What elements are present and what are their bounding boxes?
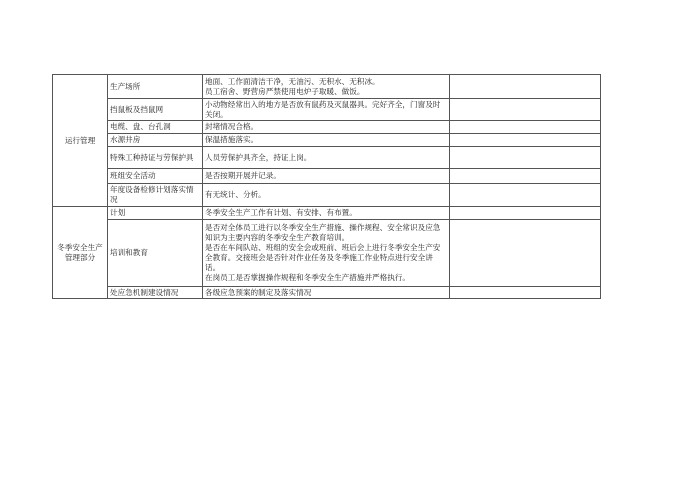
desc-line: 地面、工作面清洁干净，无油污、无积水、无积冰。 <box>205 76 380 86</box>
desc-cell: 封堵情况合格。 <box>203 121 450 134</box>
desc-line: 是否在车间队站、班组的安全会或班前、班后会上进行冬季安全生产安全教育。交接班会是否针对作业任务及冬季施工作业特点进行安全讲话。 <box>205 243 441 272</box>
item-cell: 生产场所 <box>108 75 203 99</box>
section-label: 冬季安全生产管理部分 <box>53 207 108 299</box>
inspection-table <box>52 74 601 299</box>
table-row <box>53 75 601 99</box>
item-cell: 水源井房 <box>108 134 203 147</box>
desc-cell: 是否按期开展并记录。 <box>203 169 450 184</box>
item-cell: 电缆、盘、台孔洞 <box>108 121 203 134</box>
blank-cell <box>450 99 601 121</box>
table-row <box>53 184 601 207</box>
blank-cell <box>450 207 601 220</box>
desc-line: 员工宿舍、野营房严禁使用电炉子取暖、做饭。 <box>205 86 365 96</box>
item-cell: 计划 <box>108 207 203 220</box>
section-label: 运行管理 <box>53 75 108 207</box>
blank-cell <box>450 134 601 147</box>
table-row <box>53 220 601 287</box>
table-row <box>53 287 601 299</box>
item-cell: 处应急机制建设情况 <box>108 287 203 299</box>
table-row <box>53 207 601 220</box>
desc-cell: 保温措施落实。 <box>203 134 450 147</box>
table-row <box>53 169 601 184</box>
item-cell: 年度设备检修计划落实情况 <box>108 184 203 207</box>
table-row <box>53 121 601 134</box>
blank-cell <box>450 287 601 299</box>
blank-cell <box>450 184 601 207</box>
desc-cell: 冬季安全生产工作有计划、有安排、有布置。 <box>203 207 450 220</box>
table-row <box>53 147 601 169</box>
item-cell: 挡鼠板及挡鼠网 <box>108 99 203 121</box>
desc-cell: 各级应急预案的制定及落实情况 <box>203 287 450 299</box>
blank-cell <box>450 169 601 184</box>
desc-line: 在岗员工是否掌握操作规程和冬季安全生产措施并严格执行。 <box>205 273 411 282</box>
desc-cell: 有无统计、分析。 <box>203 184 450 207</box>
desc-cell <box>203 220 450 287</box>
blank-cell <box>450 75 601 99</box>
item-cell: 特殊工种持证与劳保护具 <box>108 147 203 169</box>
blank-cell <box>450 147 601 169</box>
desc-cell: 人员劳保护具齐全，持证上岗。 <box>203 147 450 169</box>
item-cell: 培训和教育 <box>108 220 203 287</box>
table-row <box>53 134 601 147</box>
blank-cell <box>450 220 601 287</box>
desc-line: 是否对全体员工进行以冬季安全生产措施、操作规程、安全常识及应急知识为主要内容的冬季安全生产教育培训。 <box>205 223 441 242</box>
item-cell: 班组安全活动 <box>108 169 203 184</box>
desc-cell: 小动物经常出入的地方是否放有鼠药及灭鼠器具。完好齐全，门窗及时关闭。 <box>203 99 450 121</box>
blank-cell <box>450 121 601 134</box>
desc-cell <box>203 75 450 99</box>
table-row <box>53 99 601 121</box>
